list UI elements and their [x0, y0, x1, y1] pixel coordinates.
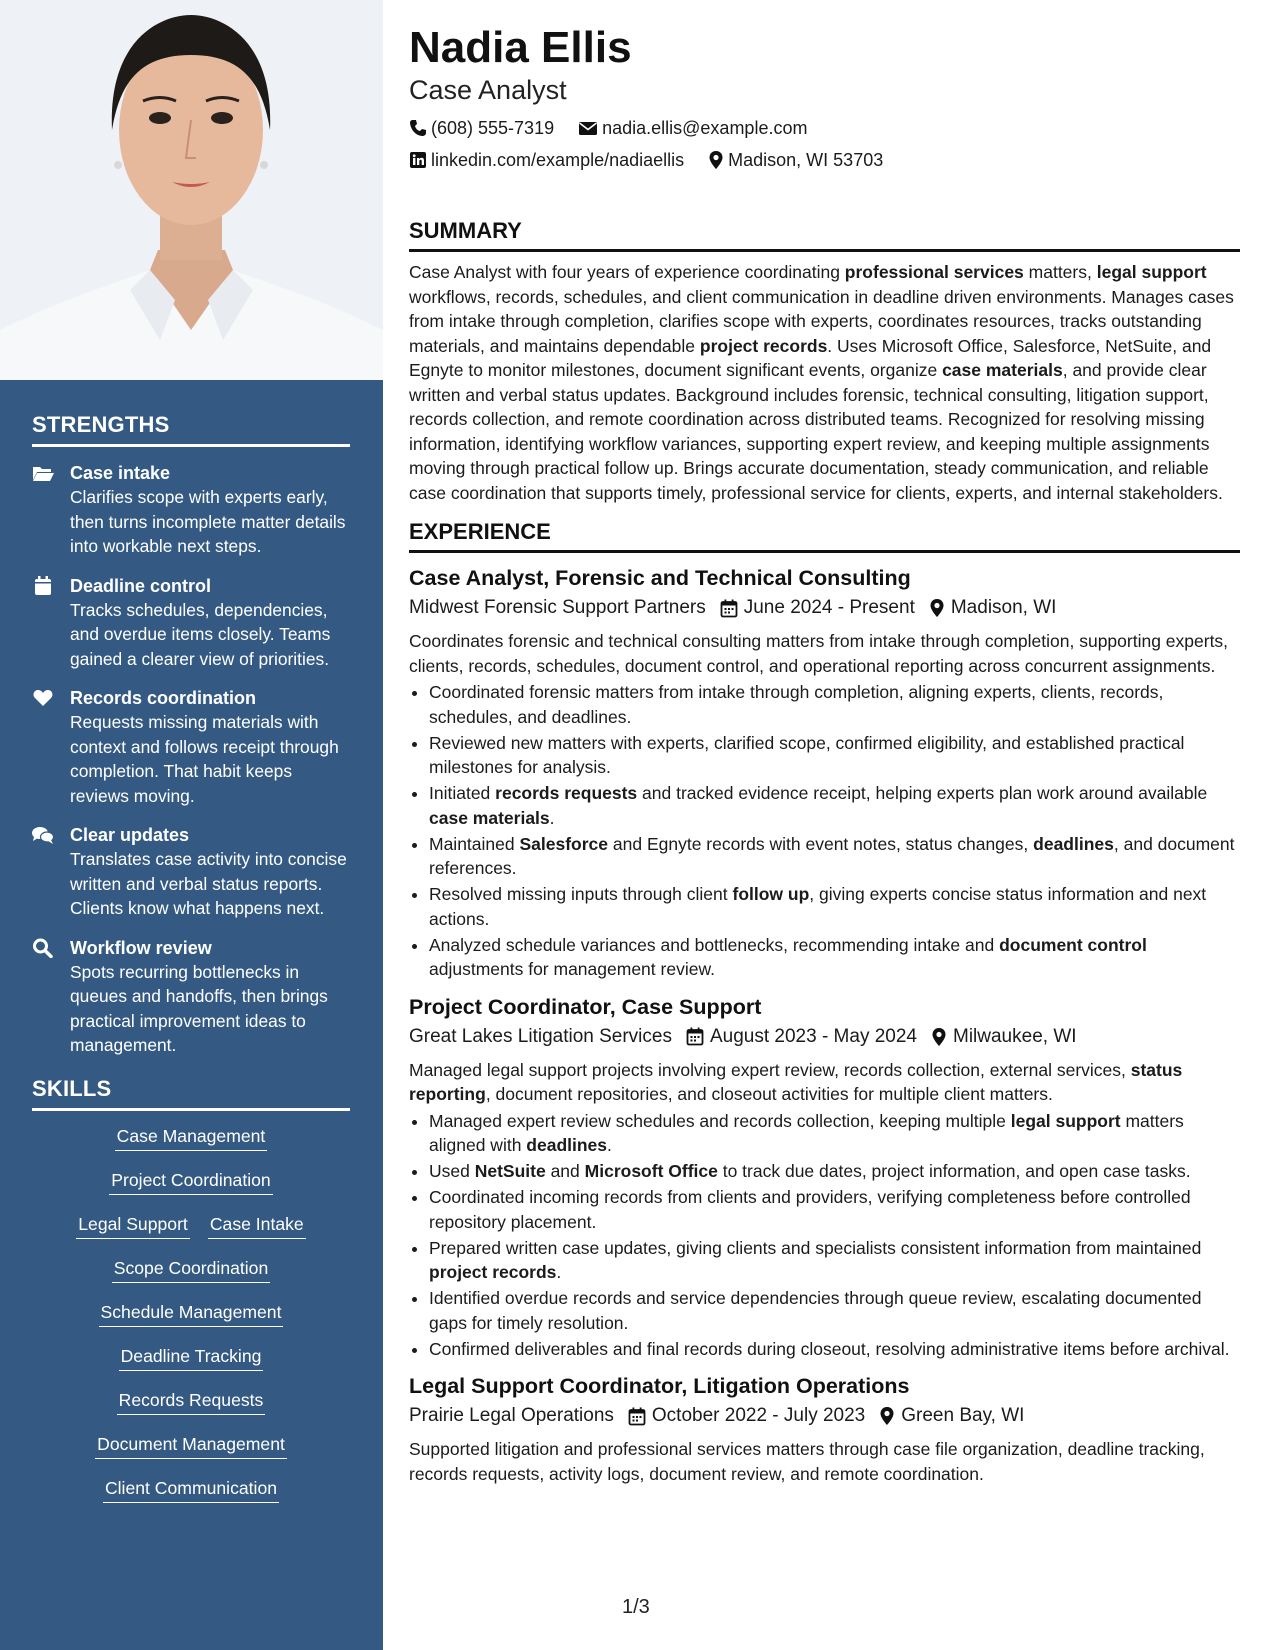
strength-item: [32, 574, 350, 672]
bullet-item: [429, 933, 1240, 982]
job-entry: [409, 992, 1240, 1362]
text-run: Coordinates forensic and technical consulting matters from intake through completion, supporting experts, clients, records, schedules, document control, and operational reporting across concurrent assignments.: [409, 631, 1229, 676]
text-run: workflows, records, schedules, and client communication in deadline driven environments. Manages cases from intake through completion, clarifies scope with experts, coordinates resources, tracks outstanding materials, and maintains dependable: [409, 286, 1234, 356]
text-run: Coordinated forensic matters from intake through completion, aligning experts, clients, records, schedules, and deadlines.: [429, 682, 1164, 727]
bold-keyword: deadlines: [1033, 833, 1114, 854]
skill-tag: Deadline Tracking: [119, 1345, 264, 1371]
bold-keyword: follow up: [732, 884, 810, 904]
text-run: Prepared written case updates, giving clients and specialists consistent information from maintained: [429, 1237, 1202, 1258]
job-location: Green Bay, WI: [901, 1405, 1025, 1426]
job-dates: October 2022 - July 2023: [651, 1405, 866, 1426]
job-entry: [409, 1371, 1240, 1486]
text-run: Reviewed new matters with experts, clarified scope, confirmed eligibility, and established practical milestones for analysis.: [429, 732, 1185, 777]
skills-heading: SKILLS: [32, 1076, 350, 1111]
sidebar: [0, 0, 383, 1650]
summary-section: [409, 218, 1240, 505]
bold-keyword: case materials: [942, 360, 1063, 380]
company-name: Midwest Forensic Support Partners: [409, 597, 706, 618]
bullet-item: [429, 1337, 1240, 1362]
text-run: .: [607, 1135, 612, 1155]
strength-item: [32, 686, 350, 808]
calendar-icon: [720, 599, 738, 618]
contact-row: [409, 112, 1240, 144]
strength-title: Case intake: [70, 463, 171, 483]
heart-icon: [32, 688, 54, 708]
company-name: Prairie Legal Operations: [409, 1405, 614, 1426]
job-location: Milwaukee, WI: [953, 1025, 1077, 1047]
email-contact[interactable]: [578, 112, 807, 144]
experience-section: [409, 519, 1240, 1486]
text-run: to track due dates, project information, and open case tasks.: [717, 1161, 1191, 1181]
bold-keyword: professional services: [844, 262, 1024, 282]
text-run: Resolved missing inputs through client: [429, 884, 733, 904]
location-contact: [708, 144, 883, 176]
portrait-image: [0, 0, 383, 380]
job-location: Madison, WI: [950, 597, 1057, 618]
bold-keyword: records requests: [495, 783, 638, 803]
bold-keyword: case materials: [429, 807, 550, 828]
text-run: Used: [429, 1161, 475, 1181]
bullet-item: [429, 1185, 1240, 1234]
text-run: Initiated: [429, 783, 496, 803]
phone-icon: [409, 119, 427, 137]
strength-item: [32, 823, 350, 921]
map-pin-icon: [929, 598, 945, 618]
bullet-item: [429, 731, 1240, 780]
comments-icon: [32, 825, 54, 845]
phone-text: (608) 555-7319: [431, 118, 555, 138]
text-run: and: [545, 1161, 585, 1181]
bullet-item: [429, 1286, 1240, 1335]
candidate-name: Nadia Ellis: [409, 23, 632, 72]
bullet-item: [429, 1236, 1240, 1285]
company-name: Great Lakes Litigation Services: [409, 1025, 672, 1047]
job-meta: [409, 1022, 1240, 1052]
bold-keyword: NetSuite: [474, 1161, 546, 1181]
bold-keyword: legal support: [1096, 262, 1207, 282]
strength-desc: Spots recurring bottlenecks in queues and handoffs, then brings practical improvement ideas to management.: [70, 961, 328, 1055]
job-dates: June 2024 - Present: [743, 597, 915, 618]
job-title: Case Analyst, Forensic and Technical Consulting: [409, 566, 911, 590]
skill-tag: Scope Coordination: [112, 1257, 271, 1283]
main-content: [409, 22, 1240, 1488]
search-icon: [32, 938, 54, 958]
text-run: Coordinated incoming records from clients and providers, verifying completeness before controlled repository placement.: [429, 1187, 1191, 1232]
text-run: .: [549, 807, 555, 828]
skill-tag: Case Management: [115, 1125, 268, 1151]
job-bullets: [409, 680, 1240, 982]
strength-item: [32, 461, 350, 559]
text-run: . Uses Microsoft Office, Salesforce, NetSuite, and Egnyte to monitor milestones, document significant events, organize: [409, 335, 1212, 380]
profile-photo: [0, 0, 383, 380]
text-run: Confirmed deliverables and final records during closeout, resolving administrative items before archival.: [429, 1338, 1230, 1359]
linkedin-contact[interactable]: [409, 144, 684, 176]
text-run: Supported litigation and professional services matters through case file organization, deadline tracking, records requests, activity logs, document review, and remote coordination.: [409, 1439, 1205, 1484]
job-description: [409, 1058, 1240, 1107]
folder-open-icon: [32, 463, 54, 483]
text-run: Case Analyst with four years of experience coordinating: [409, 262, 845, 282]
strength-title: Workflow review: [70, 937, 212, 958]
linkedin-text: linkedin.com/example/nadiaellis: [431, 150, 685, 170]
candidate-title: Case Analyst: [409, 75, 567, 105]
bold-keyword: status reporting: [409, 1059, 1183, 1104]
text-run: , document repositories, and closeout activities for multiple client matters.: [485, 1084, 1053, 1104]
bold-keyword: project records: [699, 335, 828, 356]
text-run: Managed expert review schedules and records collection, keeping multiple: [429, 1110, 1011, 1131]
bold-keyword: deadlines: [526, 1135, 608, 1155]
strength-desc: Requests missing materials with context and follows receipt through completion. That habit keeps reviews moving.: [70, 712, 339, 806]
summary-heading: SUMMARY: [409, 218, 1240, 252]
job-title: Legal Support Coordinator, Litigation Operations: [409, 1374, 910, 1398]
skill-tag: Legal Support: [76, 1213, 190, 1239]
job-dates: August 2023 - May 2024: [709, 1025, 917, 1047]
text-run: , and document references.: [429, 833, 1235, 878]
bullet-item: [429, 1159, 1240, 1184]
sidebar-content: [32, 412, 350, 1521]
skills-list: [32, 1125, 350, 1503]
map-pin-icon: [708, 150, 724, 170]
bold-keyword: document control: [999, 934, 1147, 955]
envelope-icon: [578, 120, 598, 136]
text-run: Identified overdue records and service dependencies through queue review, escalating documented gaps for timely resolution.: [429, 1288, 1202, 1333]
strength-title: Deadline control: [70, 575, 212, 596]
bold-keyword: Microsoft Office: [584, 1161, 718, 1181]
map-pin-icon: [879, 1406, 895, 1426]
skill-tag: Records Requests: [117, 1389, 266, 1415]
skill-tag: Case Intake: [208, 1213, 306, 1239]
bullet-item: [429, 832, 1240, 881]
strength-title: Records coordination: [70, 688, 257, 708]
text-run: , giving experts concise status information and next actions.: [429, 884, 1207, 929]
text-run: Analyzed schedule variances and bottlenecks, recommending intake and: [429, 934, 1000, 955]
bullet-item: [429, 680, 1240, 729]
summary-text: [409, 260, 1240, 505]
text-run: and tracked evidence receipt, helping experts plan work around available: [637, 783, 1208, 803]
text-run: Managed legal support projects involving expert review, records collection, external services,: [409, 1059, 1131, 1080]
location-text: Madison, WI 53703: [728, 150, 884, 170]
job-meta: [409, 593, 1240, 623]
strengths-heading: STRENGTHS: [32, 412, 350, 447]
skill-tag: Document Management: [95, 1433, 287, 1459]
text-run: matters,: [1023, 262, 1097, 282]
skill-tag: Schedule Management: [99, 1301, 284, 1327]
experience-heading: EXPERIENCE: [409, 519, 1240, 553]
bold-keyword: legal support: [1010, 1110, 1121, 1131]
linkedin-icon: [409, 151, 427, 169]
text-run: matters aligned with: [429, 1110, 1184, 1155]
strength-title: Clear updates: [70, 825, 190, 845]
job-entry: [409, 563, 1240, 982]
job-meta: [409, 1401, 1240, 1431]
strength-desc: Translates case activity into concise written and verbal status reports. Clients know what happens next.: [70, 849, 347, 918]
strength-item: [32, 936, 350, 1058]
contact-row-2: [409, 144, 1240, 176]
calendar-icon: [686, 1027, 704, 1046]
text-run: and Egnyte records with event notes, status changes,: [608, 833, 1034, 854]
page-number: 1/3: [622, 1596, 650, 1618]
job-title: Project Coordinator, Case Support: [409, 994, 762, 1019]
strength-desc: Clarifies scope with experts early, then turns incomplete matter details into workable next steps.: [70, 487, 346, 556]
map-pin-icon: [931, 1027, 947, 1047]
text-run: Maintained: [429, 833, 520, 854]
bold-keyword: project records: [429, 1262, 557, 1282]
skill-tag: Client Communication: [103, 1477, 279, 1503]
job-description: [409, 629, 1240, 678]
email-text: nadia.ellis@example.com: [602, 118, 808, 138]
bullet-item: [429, 781, 1240, 830]
bold-keyword: Salesforce: [519, 833, 609, 854]
job-description: [409, 1437, 1240, 1486]
calendar-icon: [32, 576, 54, 596]
phone-contact[interactable]: [409, 112, 554, 144]
text-run: adjustments for management review.: [429, 959, 715, 979]
text-run: .: [556, 1262, 562, 1282]
bullet-item: [429, 882, 1240, 931]
job-bullets: [409, 1109, 1240, 1362]
skill-tag: Project Coordination: [109, 1169, 272, 1195]
calendar-icon: [628, 1407, 646, 1426]
text-run: , and provide clear written and verbal status updates. Background includes forensic, technical consulting, litigation support, records collection, and remote coordination across distributed teams. Recognized for resolving missing information, identifying workflow variances, supporting expert review, and keeping multiple assignments moving through practical follow up. Brings accurate documentation, steady communication, and reliable case coordination that supports timely, professional service for clients, experts, and internal stakeholders.: [409, 360, 1223, 503]
bullet-item: [429, 1109, 1240, 1158]
strength-desc: Tracks schedules, dependencies, and overdue items closely. Teams gained a clearer view of priorities.: [70, 599, 331, 669]
